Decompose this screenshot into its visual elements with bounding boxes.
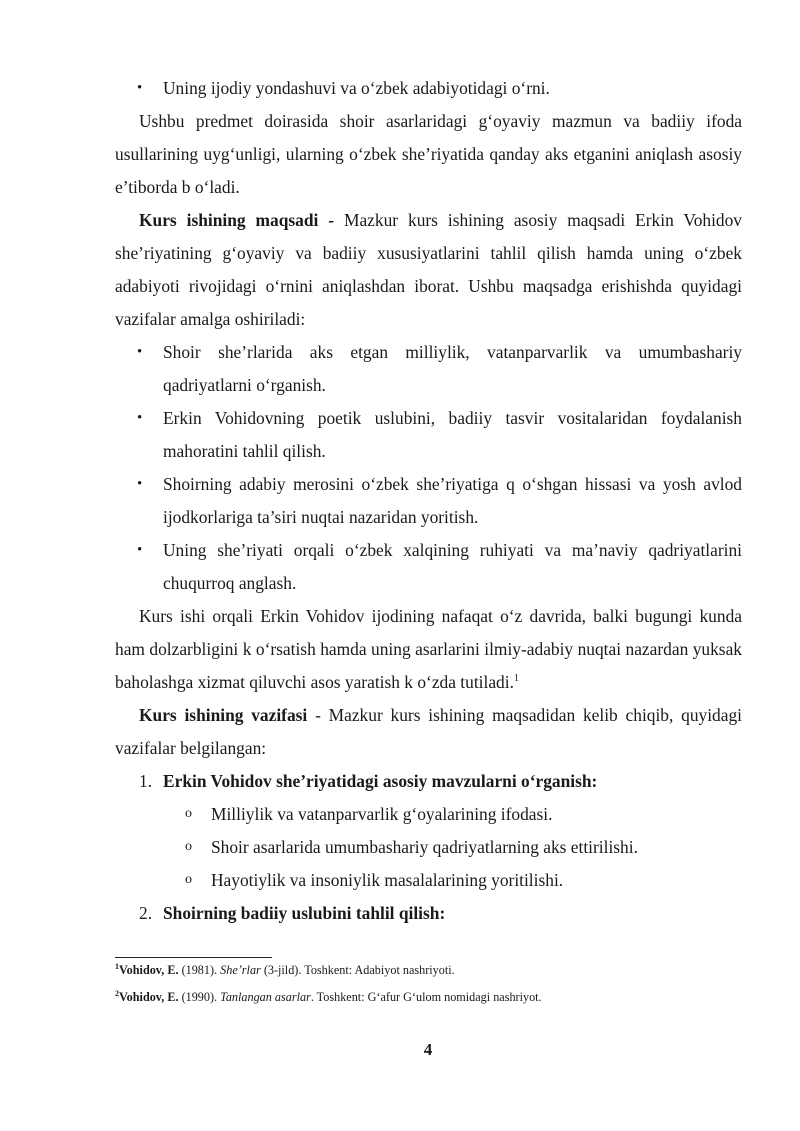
- goal-paragraph: [115, 204, 742, 336]
- list-item: • Shoir she’rlarida aks etgan milliylik, vatanparvarlik va umumbashariy qadriyatlarni o‘rganish.: [115, 336, 742, 402]
- footnote-year: (1981).: [178, 963, 221, 977]
- tasks-paragraph: [115, 699, 742, 765]
- footnote-number: 1: [115, 962, 119, 971]
- list-item: • Uning she’riyati orqali o‘zbek xalqining ruhiyati va ma’naviy qadriyatlarini chuqurroq anglash.: [115, 534, 742, 600]
- sub-list-item: o Hayotiylik va insoniylik masalalarining yoritilishi.: [115, 864, 742, 897]
- list-item: • Shoirning adabiy merosini o‘zbek she’riyatiga q o‘shgan hissasi va yosh avlod ijodkorlariga ta’siri nuqtai nazaridan yoritish.: [115, 468, 742, 534]
- list-number: 1.: [139, 771, 153, 791]
- tasks-heading: Kurs ishining vazifasi: [139, 705, 308, 725]
- goal-bullet-list: [115, 336, 742, 600]
- bullet-list-top: [115, 72, 742, 105]
- goal-heading: Kurs ishining maqsadi -: [139, 210, 335, 230]
- numbered-item-title: Shoirning badiiy uslubini tahlil qilish:: [163, 903, 446, 923]
- numbered-list: [115, 765, 742, 798]
- list-number: 2.: [139, 903, 153, 923]
- goal-text: Mazkur kurs ishining asosiy maqsadi Erkin Vohidov she’riyatining g‘oyaviy va badiiy xususiyatlarini tahlil qilish hamda uning o‘zbek adabiyoti rivojidagi o‘rnini aniqlashdan iborat. Ushbu maqsadga erishishda quyidagi vazifalar amalga oshiriladi:: [115, 210, 742, 329]
- purpose-text: Kurs ishi orqali Erkin Vohidov ijodining nafaqat o‘z davrida, balki bugungi kunda ham dolzarbligini k o‘rsatish hamda uning asarlarini ilmiy-adabiy nuqtai nazardan yuksak baholashga xizmat qiluvchi asos yaratish k o‘zda tutiladi.: [115, 606, 742, 692]
- list-item: • Erkin Vohidovning poetik uslubini, badiiy tasvir vositalaridan foydalanish mahoratini tahlil qilish.: [115, 402, 742, 468]
- intro-paragraph: Ushbu predmet doirasida shoir asarlaridagi g‘oyaviy mazmun va badiiy ifoda usullarining uyg‘unligi, ularning o‘zbek she’riyatida qanday aks etganini aniqlash asosiy e’tiborda b o‘ladi.: [115, 111, 742, 197]
- numbered-item-title: Erkin Vohidov she’riyatidagi asosiy mavzularni o‘rganish:: [163, 771, 598, 791]
- footnote-separator: [115, 957, 272, 958]
- page-number: 4: [423, 1040, 433, 1059]
- numbered-item: [115, 765, 742, 798]
- footnotes: [115, 962, 755, 1016]
- list-item: • Uning ijodiy yondashuvi va o‘zbek adabiyotidagi o‘rni.: [115, 72, 742, 105]
- footnote-rest: (3-jild). Toshkent: Adabiyot nashriyoti.: [260, 963, 455, 977]
- footnote-title: She’rlar: [220, 963, 261, 977]
- purpose-paragraph: [115, 600, 742, 699]
- footnote: [115, 962, 755, 978]
- footnote-title: Tanlangan asarlar: [220, 990, 311, 1004]
- sub-list-item: o Shoir asarlarida umumbashariy qadriyatlarning aks ettirilishi.: [115, 831, 742, 864]
- footnote-author: Vohidov, E.: [119, 990, 179, 1004]
- footnote: [115, 989, 755, 1005]
- footnote-number: 2: [115, 989, 119, 998]
- tasks-text: - Mazkur kurs ishining maqsadidan kelib chiqib, quyidagi vazifalar belgilangan:: [115, 705, 742, 758]
- numbered-item: [115, 897, 742, 930]
- footnote-rest: . Toshkent: G‘afur G‘ulom nomidagi nashriyot.: [310, 990, 542, 1004]
- numbered-list-continued: [115, 897, 742, 930]
- footnote-ref[interactable]: 1: [513, 673, 519, 684]
- footnote-year: (1990).: [178, 990, 221, 1004]
- sub-list-item: o Milliylik va vatanparvarlik g‘oyalarining ifodasi.: [115, 798, 742, 831]
- body-text: [115, 72, 742, 930]
- footnote-author: Vohidov, E.: [119, 963, 179, 977]
- sub-list: [115, 798, 742, 897]
